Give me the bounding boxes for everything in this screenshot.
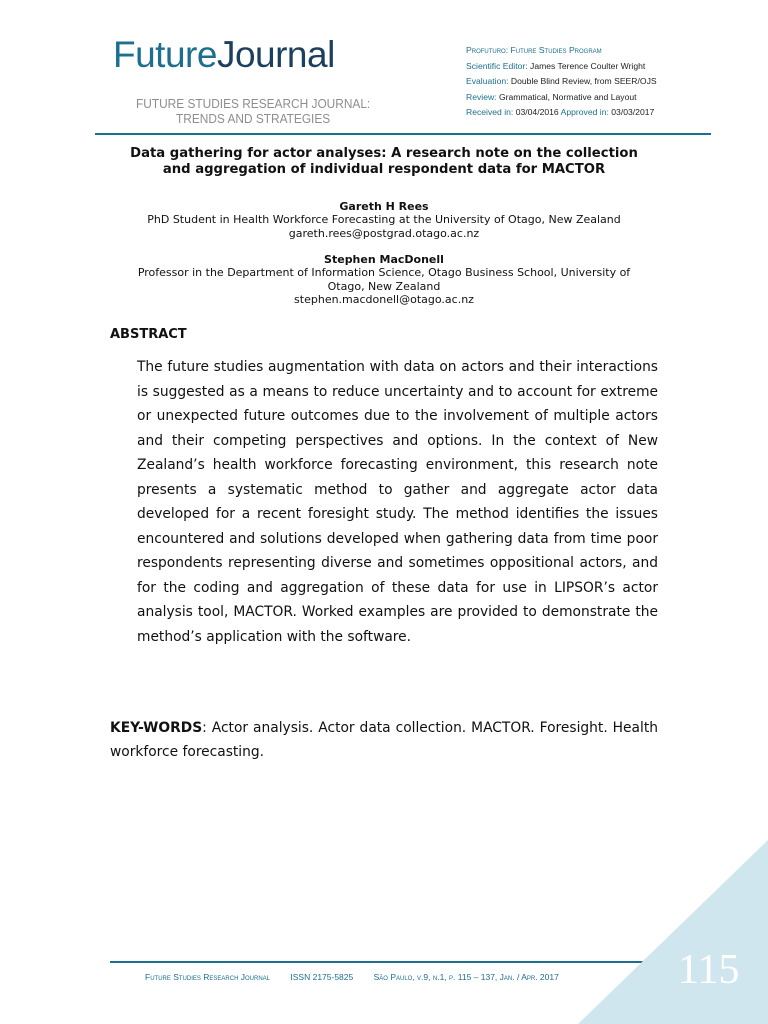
corner-triangle xyxy=(578,840,768,1024)
keywords-text: : Actor analysis. Actor data collection. MACTOR. Foresight. Health workforce forecasting. xyxy=(110,720,658,760)
footer-citation: São Paulo, v.9, n.1, p. 115 – 137, Jan. / Apr. 2017 xyxy=(373,972,559,982)
author-name: Stephen MacDonell xyxy=(324,253,444,266)
abstract-text: The future studies augmentation with data on actors and their interactions is suggested as a means to reduce uncertainty and to account for extreme or unexpected future outcomes due to the involvement of multiple actors and their competing perspectives and options. In the context of New Zealand’s health workforce forecasting environment, this research note presents a systematic method to gather and aggregate actor data developed for a recent foresight study. The method identifies the issues encountered and solutions developed when gathering data from time poor respondents representing diverse and sometimes oppositional actors, and for the coding and aggregation of these data for use in LIPSOR’s actor analysis tool, MACTOR. Worked examples are provided to demonstrate the method’s application with the software. xyxy=(137,359,658,645)
footer-journal: Future Studies Research Journal xyxy=(145,972,271,982)
author-block-2 xyxy=(95,253,673,306)
meta-profuturo: Profuturo: Future Studies Program xyxy=(466,45,602,55)
page-number: 115 xyxy=(678,947,740,993)
logo-future: Future xyxy=(113,34,217,75)
meta-evaluation: Evaluation: Double Blind Review, from SEER/OJS xyxy=(466,76,657,86)
author-affiliation: PhD Student in Health Workforce Forecasting at the University of Otago, New Zealand xyxy=(147,213,621,227)
meta-dates: Received in: 03/04/2016 Approved in: 03/03/2017 xyxy=(466,107,655,117)
footer-issn: ISSN 2175-5825 xyxy=(290,972,354,982)
author-email: gareth.rees@postgrad.otago.ac.nz xyxy=(288,226,480,240)
author-affiliation-cont: Otago, New Zealand xyxy=(327,279,441,293)
author-affiliation: Professor in the Department of Information Science, Otago Business School, University of xyxy=(137,266,631,280)
keywords-label: KEY-WORDS xyxy=(110,720,203,736)
meta-editor: Scientific Editor: James Terence Coulter Wright xyxy=(466,60,646,71)
journal-meta xyxy=(466,43,657,121)
article-title: Data gathering for actor analyses: A research note on the collection and aggregation of individual respondent data for MACTOR xyxy=(130,146,638,177)
author-block-1 xyxy=(95,200,673,240)
author-name: Gareth H Rees xyxy=(339,200,429,213)
meta-review: Review: Grammatical, Normative and Layout xyxy=(466,91,637,102)
header-divider xyxy=(95,133,711,135)
logo-journal: Journal xyxy=(216,34,335,75)
journal-logo xyxy=(113,36,335,73)
page-footer xyxy=(145,972,577,982)
journal-subtitle xyxy=(136,97,370,127)
journal-subtitle-line1: FUTURE STUDIES RESEARCH JOURNAL: xyxy=(136,97,371,111)
author-email: stephen.macdonell@otago.ac.nz xyxy=(294,292,474,306)
abstract-heading: ABSTRACT xyxy=(110,327,187,342)
keywords xyxy=(110,716,658,764)
journal-subtitle-line2: TRENDS AND STRATEGIES xyxy=(176,112,331,126)
